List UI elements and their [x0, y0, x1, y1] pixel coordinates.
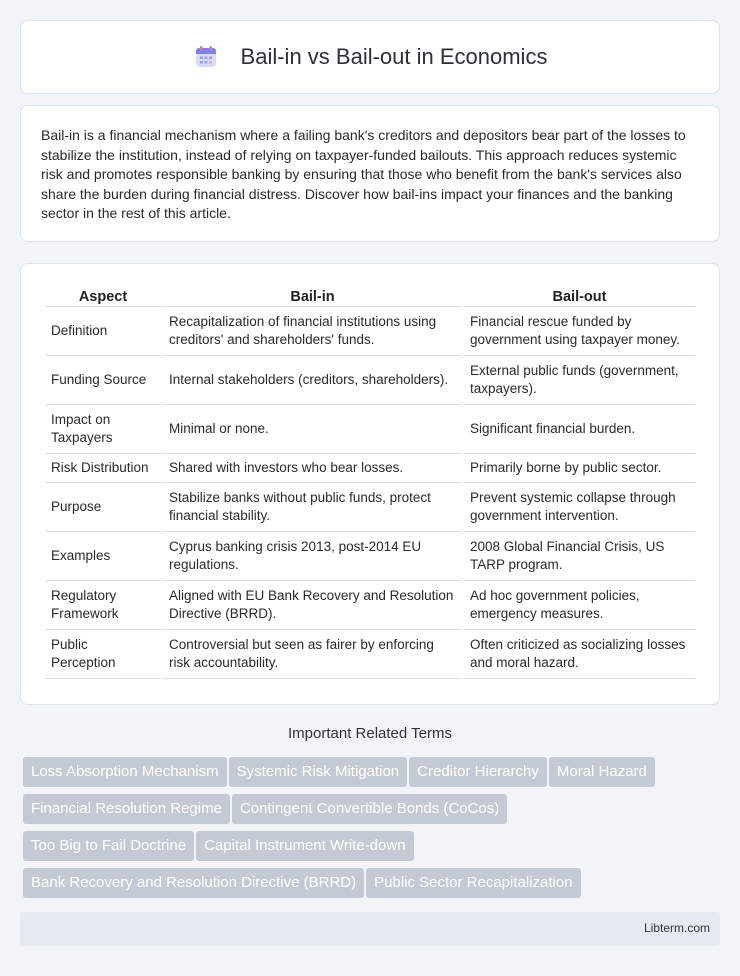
- tag-link[interactable]: Creditor Hierarchy: [409, 757, 547, 787]
- cell-bail-out: 2008 Global Financial Crisis, US TARP program.: [464, 532, 695, 581]
- cell-aspect: Definition: [45, 307, 161, 356]
- tag-link[interactable]: Too Big to Fail Doctrine: [23, 831, 194, 861]
- cell-bail-in: Aligned with EU Bank Recovery and Resolution Directive (BRRD).: [163, 581, 462, 630]
- cell-aspect: Risk Distribution: [45, 454, 161, 483]
- tag-link[interactable]: Systemic Risk Mitigation: [229, 757, 408, 787]
- intro-card: [20, 105, 720, 242]
- cell-bail-in: Internal stakeholders (creditors, shareholders).: [163, 356, 462, 405]
- table-row: [45, 307, 695, 356]
- footer-site-link[interactable]: Libterm.com: [643, 921, 710, 935]
- title-card: [20, 20, 720, 94]
- tag-link[interactable]: Moral Hazard: [549, 757, 655, 787]
- related-terms-tags: [23, 757, 723, 905]
- tag-link[interactable]: Loss Absorption Mechanism: [23, 757, 227, 787]
- calendar-icon: [193, 44, 219, 70]
- cell-bail-in: Cyprus banking crisis 2013, post-2014 EU regulations.: [163, 532, 462, 581]
- cell-bail-out: Often criticized as socializing losses and moral hazard.: [464, 630, 695, 679]
- table-row: [45, 405, 695, 454]
- table-row: [45, 532, 695, 581]
- table-row: [45, 581, 695, 630]
- cell-aspect: Regulatory Framework: [45, 581, 161, 630]
- related-terms-heading: Important Related Terms: [288, 725, 452, 742]
- table-row: [45, 483, 695, 532]
- cell-bail-out: Ad hoc government policies, emergency measures.: [464, 581, 695, 630]
- tag-link[interactable]: Public Sector Recapitalization: [366, 868, 580, 898]
- table-row: [45, 454, 695, 483]
- cell-aspect: Examples: [45, 532, 161, 581]
- cell-bail-in: Shared with investors who bear losses.: [163, 454, 462, 483]
- cell-bail-out: Primarily borne by public sector.: [464, 454, 695, 483]
- table-row: [45, 356, 695, 405]
- page-title: Bail-in vs Bail-out in Economics: [240, 44, 548, 69]
- header-bail-in: Bail-in: [163, 286, 462, 307]
- footer: [20, 912, 720, 946]
- comparison-table: [43, 286, 697, 679]
- table-row: [45, 630, 695, 679]
- cell-bail-in: Minimal or none.: [163, 405, 462, 454]
- tag-link[interactable]: Capital Instrument Write-down: [196, 831, 413, 861]
- cell-bail-in: Recapitalization of financial institutions using creditors' and shareholders' funds.: [163, 307, 462, 356]
- cell-aspect: Impact on Taxpayers: [45, 405, 161, 454]
- cell-bail-out: Financial rescue funded by government using taxpayer money.: [464, 307, 695, 356]
- intro-text: Bail-in is a financial mechanism where a failing bank's creditors and depositors bear part of the losses to stabilize the institution, instead of relying on taxpayer-funded bailouts. This approach reduces systemic risk and promotes responsible banking by ensuring that those who benefit from the bank's services also share the burden during financial distress. Discover how bail-ins impact your finances and the banking sector in the rest of this article.: [41, 127, 686, 221]
- table-header-row: [45, 286, 695, 307]
- tag-link[interactable]: Bank Recovery and Resolution Directive (BRRD): [23, 868, 364, 898]
- cell-bail-in: Stabilize banks without public funds, protect financial stability.: [163, 483, 462, 532]
- cell-bail-out: External public funds (government, taxpayers).: [464, 356, 695, 405]
- comparison-table-card: [20, 263, 720, 705]
- header-aspect: Aspect: [45, 286, 161, 307]
- tag-link[interactable]: Contingent Convertible Bonds (CoCos): [232, 794, 507, 824]
- cell-bail-out: Prevent systemic collapse through government intervention.: [464, 483, 695, 532]
- cell-aspect: Purpose: [45, 483, 161, 532]
- cell-aspect: Funding Source: [45, 356, 161, 405]
- cell-bail-in: Controversial but seen as fairer by enforcing risk accountability.: [163, 630, 462, 679]
- cell-bail-out: Significant financial burden.: [464, 405, 695, 454]
- cell-aspect: Public Perception: [45, 630, 161, 679]
- tag-link[interactable]: Financial Resolution Regime: [23, 794, 230, 824]
- header-bail-out: Bail-out: [464, 286, 695, 307]
